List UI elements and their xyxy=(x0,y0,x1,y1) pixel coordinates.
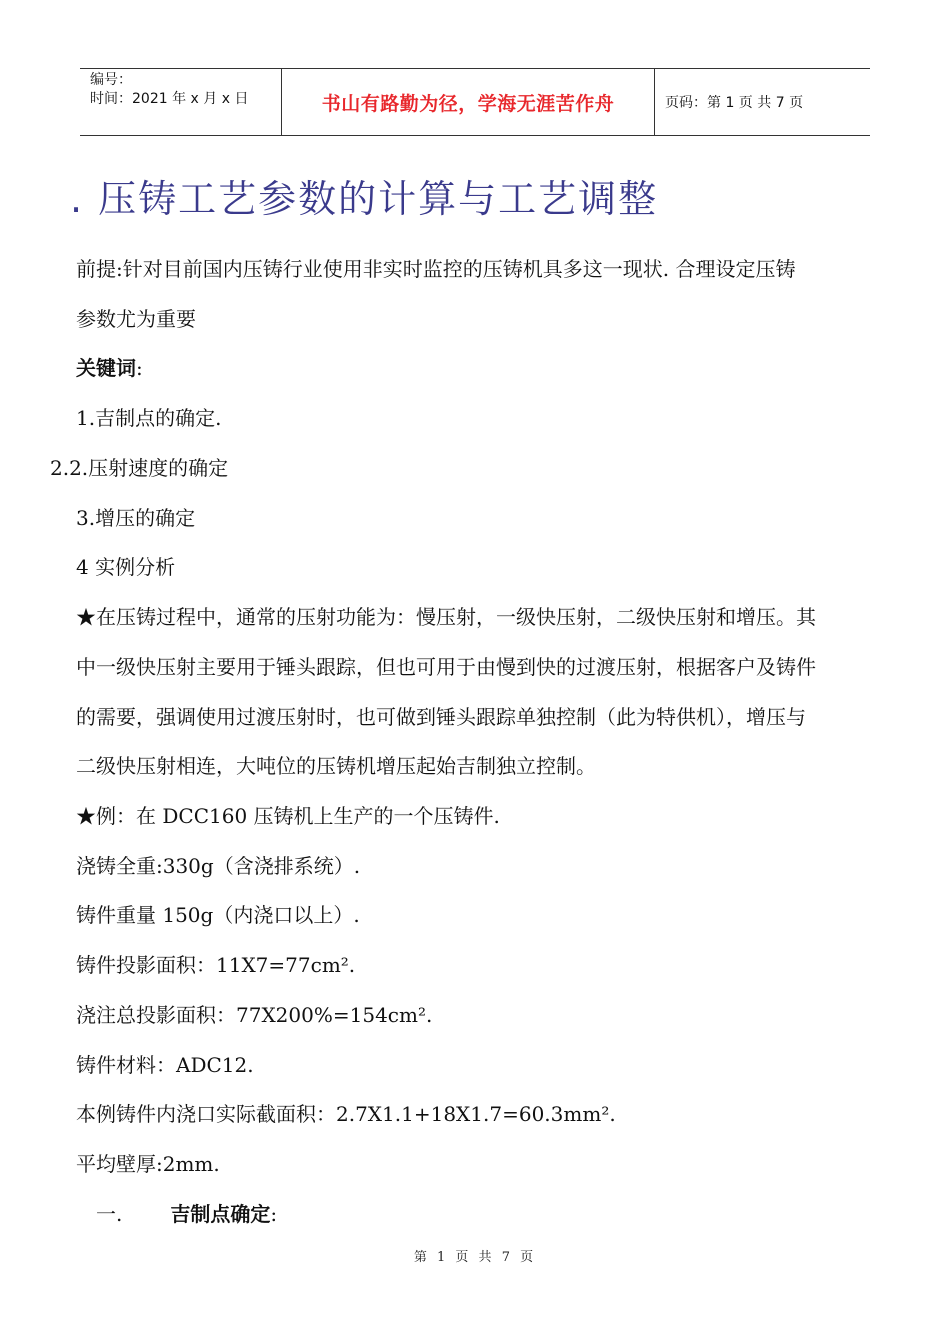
section-colon: : xyxy=(270,1202,278,1226)
process-line-3: 的需要，强调使用过渡压射时，也可做到锤头跟踪单独控制（此为特供机），增压与 xyxy=(76,705,806,729)
keyword-item-3: 3.增压的确定 xyxy=(76,506,196,530)
premise-line-1: 前提:针对目前国内压铸行业使用非实时监控的压铸机具多这一现状. 合理设定压铸 xyxy=(76,257,796,281)
keywords-heading xyxy=(76,343,143,393)
process-line-4: 二级快压射相连，大吨位的压铸机增压起始吉制独立控制。 xyxy=(76,754,596,778)
page-header xyxy=(80,68,870,136)
header-page-info: 页码：第 1 页 共 7 页 xyxy=(665,95,804,111)
section-heading xyxy=(96,1189,277,1239)
gate-area: 本例铸件内浇口实际截面积：2.7X1.1+18X1.7=60.3mm². xyxy=(76,1102,616,1126)
projected-area: 铸件投影面积：11X7=77cm². xyxy=(76,953,356,977)
header-meta xyxy=(80,69,281,135)
material: 铸件材料：ADC12. xyxy=(76,1053,254,1077)
section-title: 吉制点确定 xyxy=(170,1202,271,1226)
keywords-colon: : xyxy=(136,356,143,380)
keyword-item-4: 4 实例分析 xyxy=(76,555,176,579)
premise-line-2: 参数尤为重要 xyxy=(76,307,196,331)
wall-thickness: 平均壁厚:2mm. xyxy=(76,1152,220,1176)
keyword-item-1: 1.吉制点的确定. xyxy=(76,406,222,430)
process-line-2: 中一级快压射主要用于锤头跟踪，但也可用于由慢到快的过渡压射，根据客户及铸件 xyxy=(76,655,816,679)
keyword-item-2: 2.2.压射速度的确定 xyxy=(50,456,229,480)
number-label: 编号： xyxy=(90,72,132,88)
keywords-label: 关键词 xyxy=(76,356,136,380)
page-title: . 压铸工艺参数的计算与工艺调整 xyxy=(70,177,659,221)
part-weight: 铸件重量 150g（内浇口以上）. xyxy=(76,903,360,927)
page-footer: 第 1 页 共 7 页 xyxy=(413,1250,537,1265)
header-motto: 书山有路勤为径，学海无涯苦作舟 xyxy=(281,69,655,135)
example-line: ★例：在 DCC160 压铸机上生产的一个压铸件. xyxy=(76,804,500,828)
process-line-1: ★在压铸过程中，通常的压射功能为：慢压射，一级快压射，二级快压射和增压。其 xyxy=(76,605,816,629)
total-weight: 浇铸全重:330g（含浇排系统）. xyxy=(76,854,361,878)
time-label: 时间：2021 年 x 月 x 日 xyxy=(90,91,249,107)
pour-area: 浇注总投影面积：77X200%=154cm². xyxy=(76,1003,433,1027)
section-number: 一. xyxy=(96,1202,123,1226)
